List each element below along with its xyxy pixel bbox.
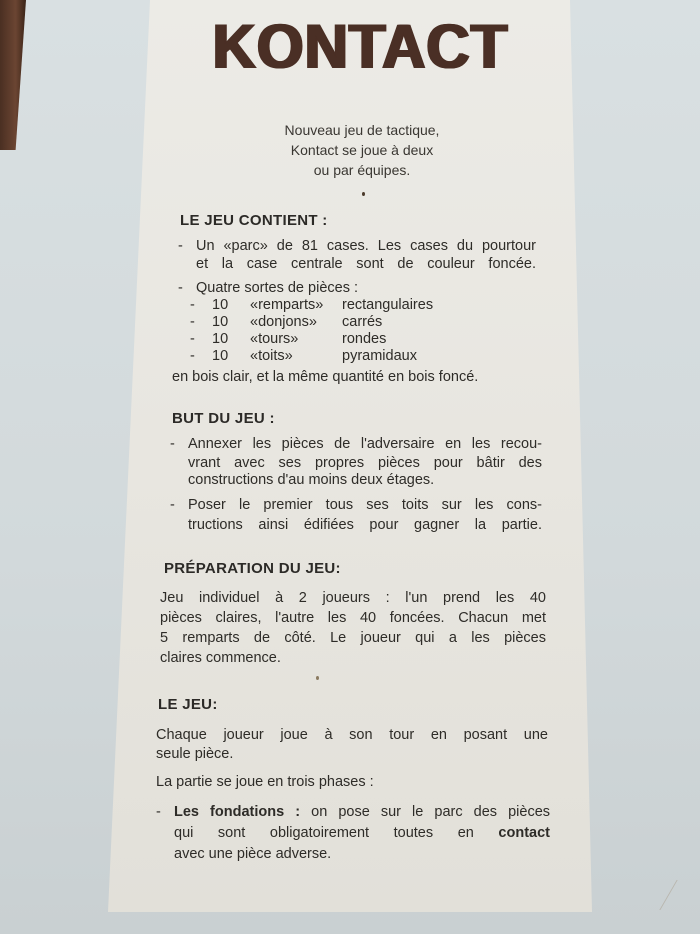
intro-line: ou par équipes. — [313, 162, 411, 178]
heading-but: BUT DU JEU : — [172, 410, 275, 427]
bullet-dash: - — [190, 297, 195, 313]
bullet-dash: - — [190, 331, 195, 347]
piece-count: 10 — [212, 348, 229, 364]
fondations-line — [174, 825, 550, 841]
but-line: tructions ainsi édifiées pour gagner la partie. — [188, 517, 542, 533]
ink-spot — [362, 192, 365, 196]
preparation-line: 5 remparts de côté. Le joueur qui a les pièces — [160, 630, 546, 646]
logo: KONTACT — [212, 11, 508, 82]
bullet-dash: - — [190, 348, 195, 364]
bullet-dash: - — [190, 314, 195, 330]
intro-line: Nouveau jeu de tactique, — [284, 122, 440, 138]
intro-text — [228, 120, 496, 180]
contient-line: Quatre sortes de pièces : — [196, 280, 358, 296]
but-line: vrant avec ses propres pièces pour bâtir des — [188, 455, 542, 471]
heading-preparation: PRÉPARATION DU JEU: — [164, 560, 341, 577]
bullet-dash: - — [178, 280, 183, 296]
piece-shape: rectangulaires — [342, 297, 434, 313]
heading-jeu: LE JEU: — [158, 696, 218, 713]
preparation-line: Jeu individuel à 2 joueurs : l'un prend les 40 — [160, 590, 546, 606]
bullet-dash: - — [170, 497, 175, 513]
but-line: Annexer les pièces de l'adversaire en les recou- — [188, 436, 542, 452]
piece-count: 10 — [212, 314, 229, 330]
fondations-line: avec une pièce adverse. — [174, 846, 332, 862]
fondations-label: Les fondations : — [174, 804, 301, 820]
fondations-line — [174, 804, 550, 820]
piece-name: «donjons» — [250, 314, 317, 330]
piece-name: «toits» — [250, 348, 293, 364]
piece-shape: pyramidaux — [342, 348, 417, 364]
piece-count: 10 — [212, 331, 229, 347]
piece-count: 10 — [212, 297, 229, 313]
piece-name: «remparts» — [250, 297, 324, 313]
preparation-line: pièces claires, l'autre les 40 foncées. Chacun met — [160, 610, 546, 626]
bullet-dash: - — [170, 436, 175, 452]
bullet-dash: - — [178, 238, 183, 254]
leaflet-content — [108, 0, 594, 912]
jeu-line: seule pièce. — [156, 746, 234, 762]
jeu-line: Chaque joueur joue à son tour en posant une — [156, 727, 548, 743]
fondations-contact: contact — [498, 825, 550, 841]
piece-name: «tours» — [250, 331, 299, 347]
intro-line: Kontact se joue à deux — [290, 142, 434, 158]
contient-line: Un «parc» de 81 cases. Les cases du pourtour — [196, 238, 536, 254]
contient-line: et la case centrale sont de couleur foncée. — [196, 256, 536, 272]
fondations-text: on pose sur le parc des pièces — [311, 804, 551, 820]
ink-spot — [316, 676, 319, 680]
piece-shape: carrés — [342, 314, 383, 330]
jeu-line: La partie se joue en trois phases : — [156, 774, 374, 790]
heading-contient: LE JEU CONTIENT : — [180, 212, 328, 229]
preparation-line: claires commence. — [160, 650, 281, 666]
piece-shape: rondes — [342, 331, 387, 347]
but-line: constructions d'au moins deux étages. — [188, 472, 435, 488]
bullet-dash: - — [156, 804, 161, 820]
but-line: Poser le premier tous ses toits sur les cons- — [188, 497, 542, 513]
fondations-text: qui sont obligatoirement toutes en — [174, 825, 474, 841]
contient-closing: en bois clair, et la même quantité en bois foncé. — [172, 369, 479, 385]
